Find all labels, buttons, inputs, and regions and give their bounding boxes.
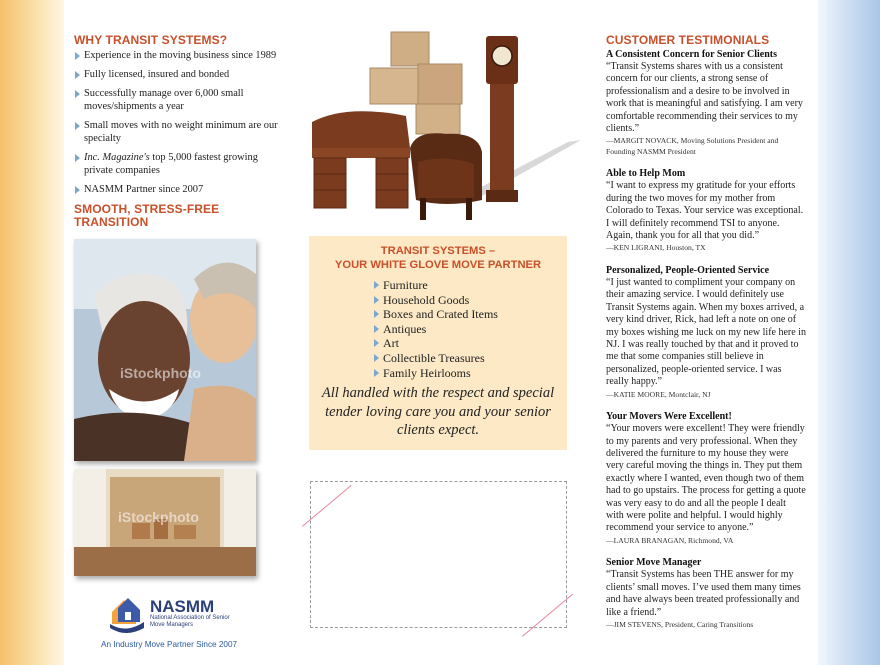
triangle-bullet-icon bbox=[75, 154, 80, 162]
white-glove-title: TRANSIT SYSTEMS – YOUR WHITE GLOVE MOVE PARTNER bbox=[334, 245, 542, 271]
photo-illustration bbox=[74, 239, 256, 461]
testimonial-title: Senior Move Manager bbox=[606, 557, 702, 569]
white-glove-list bbox=[374, 278, 498, 380]
testimonial bbox=[606, 168, 806, 254]
triangle-bullet-icon bbox=[374, 310, 379, 318]
photo-watermark: iStockphoto bbox=[118, 509, 199, 525]
list-item: Household Goods bbox=[374, 293, 498, 308]
testimonial-attribution: —KEN LIGRANI, Houston, TX bbox=[606, 243, 706, 253]
triangle-bullet-icon bbox=[75, 71, 80, 79]
testimonial-title: A Consistent Concern for Senior Clients bbox=[606, 49, 778, 60]
list-item: Successfully manage over 6,000 small moves/shipments a year bbox=[74, 87, 284, 113]
testimonial-quote: “I want to express my gratitude for your efforts during the two moves for my mother from Colorado to Texas. Your service was exceptional. I will definitely recommend TSI to anyone. Again, thank you for all that you did.” bbox=[606, 180, 804, 242]
testimonial bbox=[606, 411, 806, 546]
smooth-heading: SMOOTH, STRESS-FREE TRANSITION bbox=[74, 202, 220, 229]
list-item: NASMM Partner since 2007 bbox=[74, 183, 284, 196]
list-item: Antiques bbox=[374, 322, 498, 337]
list-item: Boxes and Crated Items bbox=[374, 307, 498, 322]
testimonial-title: Your Movers Were Excellent! bbox=[606, 411, 732, 423]
empty-room-photo bbox=[74, 469, 256, 576]
testimonial-attribution: —JIM STEVENS, President, Caring Transitions bbox=[606, 619, 754, 629]
list-item: Family Heirlooms bbox=[374, 366, 498, 381]
triangle-bullet-icon bbox=[374, 369, 379, 377]
testimonials-section bbox=[606, 34, 806, 641]
white-glove-box bbox=[309, 236, 567, 450]
nasmm-subtitle: National Association of Senior Move Managers bbox=[150, 615, 230, 628]
nasmm-logo bbox=[108, 594, 238, 634]
senior-woman-photo bbox=[74, 239, 256, 461]
photo-watermark: iStockphoto bbox=[120, 365, 201, 381]
left-page-edge bbox=[0, 0, 64, 665]
testimonial-quote: “I just wanted to compliment your company on their amazing service. I would definitely use Transit Systems again. When my boxes arrived, a very kind driver, Rick, had left a note on one of my boxes wishing me luck on my new life here in NJ. I was really touched by that and it proved to me that some companies still believe in personalized, people-oriented service. I was really happy.” bbox=[606, 276, 806, 388]
testimonial-attribution: —MARGIT NOVACK, Moving Solutions President and Founding NASMM President bbox=[606, 136, 779, 156]
testimonial bbox=[606, 557, 806, 630]
triangle-bullet-icon bbox=[75, 52, 80, 60]
triangle-bullet-icon bbox=[374, 296, 379, 304]
testimonial-title: Personalized, People-Oriented Service bbox=[606, 264, 770, 276]
house-hands-icon bbox=[108, 594, 148, 634]
list-item: Art bbox=[374, 336, 498, 351]
testimonial bbox=[606, 265, 806, 400]
triangle-bullet-icon bbox=[374, 281, 379, 289]
testimonial-attribution: —KATIE MOORE, Montclair, NJ bbox=[606, 389, 711, 399]
furniture-illustration bbox=[306, 30, 581, 230]
mailing-placeholder-box bbox=[310, 481, 567, 628]
list-item: Furniture bbox=[374, 278, 498, 293]
testimonial-quote: “Transit Systems has been THE answer for my clients’ small moves. I’ve used them many times and have always been treated professionally and like a friend.” bbox=[606, 569, 801, 618]
list-item: Collectible Treasures bbox=[374, 351, 498, 366]
testimonial-quote: “Transit Systems shares with us a consistent concern for our clients, a strong sense of professionalism and a desire to be involved in work that is meaningful and satisfying. I am very comfortable recommending their services to my clients.” bbox=[606, 61, 803, 135]
why-heading: WHY TRANSIT SYSTEMS? bbox=[74, 33, 228, 47]
triangle-bullet-icon bbox=[374, 325, 379, 333]
triangle-bullet-icon bbox=[75, 122, 80, 130]
list-item: Small moves with no weight minimum are our specialty bbox=[74, 119, 284, 145]
triangle-bullet-icon bbox=[374, 354, 379, 362]
list-item: Fully licensed, insured and bonded bbox=[74, 68, 284, 81]
triangle-bullet-icon bbox=[75, 186, 80, 194]
triangle-bullet-icon bbox=[374, 339, 379, 347]
testimonial-title: Able to Help Mom bbox=[606, 168, 686, 180]
nasmm-wordmark: NASMM bbox=[150, 597, 215, 616]
why-list bbox=[74, 49, 284, 196]
list-item: Experience in the moving business since 1989 bbox=[74, 49, 284, 62]
testimonial-quote: “Your movers were excellent! They were friendly to my parents and very professional. When they delivered the furniture to my house they were very careful moving the things in. They put them exactly where I wanted, even though two of them had to go upstairs. The process for getting a quote was very easy to do and all the people I dealt with were polite and helpful. I would highly recommend your service to anyone.” bbox=[606, 423, 806, 534]
list-item: Inc. Magazine's top 5,000 fastest growing private companies bbox=[74, 151, 284, 177]
testimonials-heading: CUSTOMER TESTIMONIALS bbox=[606, 33, 770, 47]
testimonial-attribution: —LAURA BRANAGAN, Richmond, VA bbox=[606, 535, 734, 545]
why-section bbox=[74, 34, 284, 202]
triangle-bullet-icon bbox=[75, 90, 80, 98]
white-glove-tagline: All handled with the respect and special tender loving care you and your senior clients expect. bbox=[321, 385, 555, 438]
testimonial bbox=[606, 49, 806, 157]
furniture-and-boxes-image bbox=[306, 30, 581, 230]
partner-since-line: An Industry Move Partner Since 2007 bbox=[101, 640, 238, 649]
right-page-edge bbox=[818, 0, 880, 665]
